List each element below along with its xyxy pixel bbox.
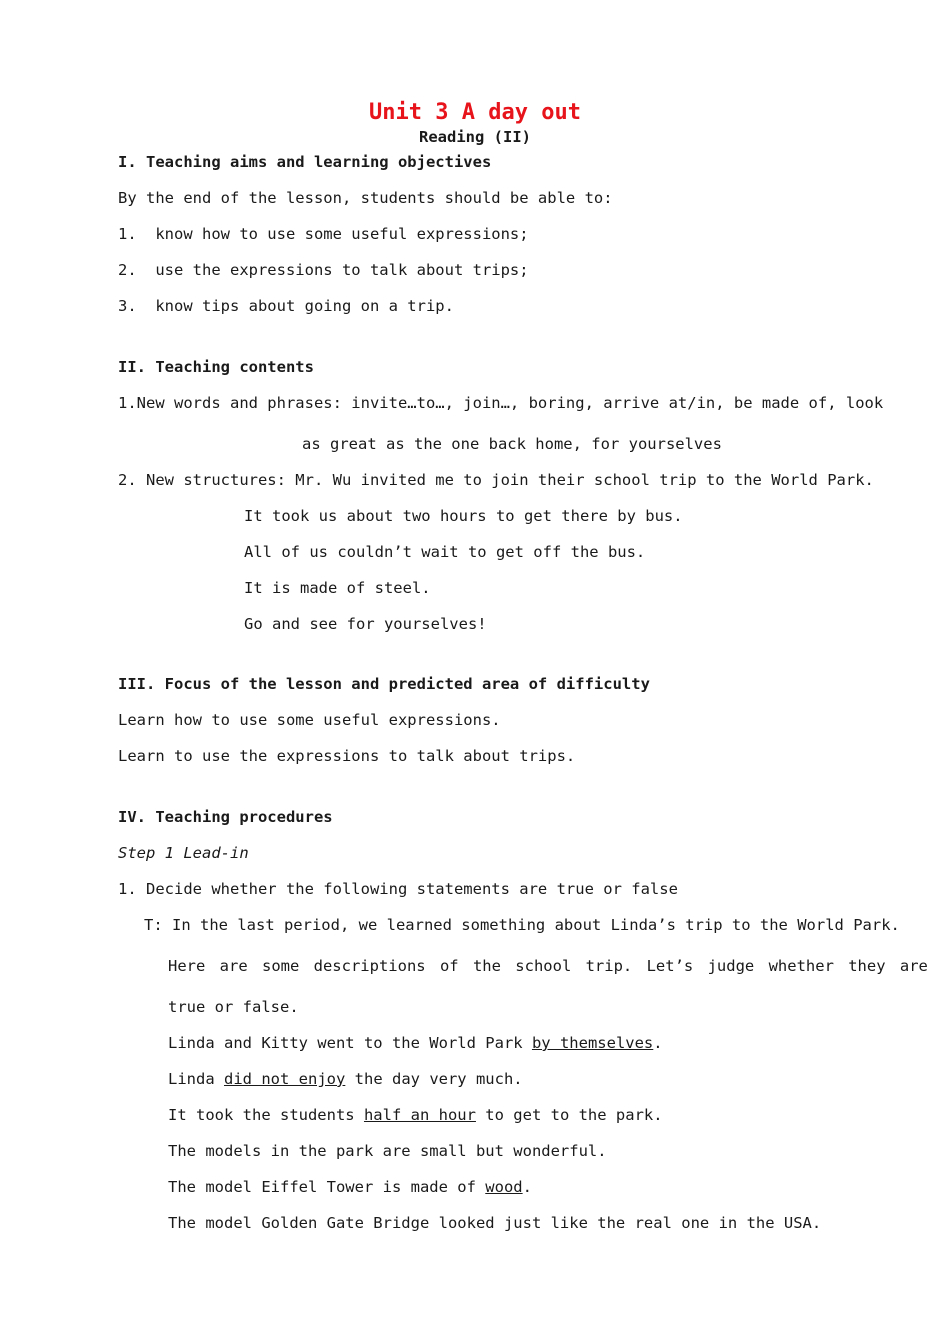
statement-2-after: the day very much.	[345, 1070, 523, 1088]
structure-line-4: Go and see for yourselves!	[244, 615, 487, 633]
statement-3-after: to get to the park.	[475, 1106, 663, 1124]
document-title: Unit 3 A day out	[369, 100, 581, 125]
statement-1	[168, 1033, 663, 1053]
statement-5-underlined: wood	[485, 1178, 523, 1196]
objective-item-2: 2. use the expressions to talk about trips;	[118, 261, 529, 279]
statement-5-before: The model Eiffel Tower is made of	[168, 1178, 486, 1196]
statement-1-after: .	[653, 1034, 663, 1052]
statement-5	[168, 1177, 532, 1197]
document-subtitle: Reading (II)	[419, 128, 531, 146]
section-1-intro: By the end of the lesson, students should be able to:	[118, 189, 613, 207]
statement-4-before: The models in the park are small but wonderful.	[168, 1142, 607, 1160]
objective-item-3: 3. know tips about going on a trip.	[118, 297, 454, 315]
statement-2-underlined: did not enjoy	[224, 1070, 346, 1088]
new-words-line-2: as great as the one back home, for yourselves	[302, 435, 722, 453]
section-4-heading: IV. Teaching procedures	[118, 808, 333, 826]
new-words-line-1: 1.New words and phrases: invite…to…, join…, boring, arrive at/in, be made of, look	[118, 394, 884, 412]
section-1-heading: I. Teaching aims and learning objectives	[118, 153, 492, 171]
statement-4	[168, 1141, 607, 1161]
statement-3-underlined: half an hour	[363, 1106, 476, 1124]
section-2-heading: II. Teaching contents	[118, 358, 314, 376]
statement-3	[168, 1105, 663, 1125]
statement-2	[168, 1069, 523, 1089]
focus-line-1: Learn how to use some useful expressions.	[118, 711, 501, 729]
teacher-line-3: true or false.	[168, 998, 299, 1016]
statement-6-before: The model Golden Gate Bridge looked just like the real one in the USA.	[168, 1214, 822, 1232]
structure-line-2: All of us couldn’t wait to get off the bus.	[244, 543, 646, 561]
step-1-title: Step 1 Lead-in	[118, 844, 249, 862]
structure-line-3: It is made of steel.	[244, 579, 431, 597]
statement-5-after: .	[522, 1178, 532, 1196]
focus-line-2: Learn to use the expressions to talk about trips.	[118, 747, 576, 765]
statement-6	[168, 1213, 821, 1233]
statement-2-before: Linda	[168, 1070, 224, 1088]
new-structures-intro: 2. New structures: Mr. Wu invited me to join their school trip to the World Park.	[118, 471, 874, 489]
statement-1-underlined: by themselves	[531, 1034, 654, 1052]
objective-item-1: 1. know how to use some useful expressions;	[118, 225, 529, 243]
teacher-line-2: Here are some descriptions of the school trip. Let’s judge whether they are	[168, 957, 928, 975]
structure-line-1: It took us about two hours to get there by bus.	[244, 507, 683, 525]
statement-3-before: It took the students	[168, 1106, 364, 1124]
section-3-heading: III. Focus of the lesson and predicted area of difficulty	[118, 675, 650, 693]
statement-1-before: Linda and Kitty went to the World Park	[168, 1034, 532, 1052]
teacher-line-1: T: In the last period, we learned something about Linda’s trip to the World Park.	[144, 916, 900, 934]
task-1-instruction: 1. Decide whether the following statements are true or false	[118, 880, 678, 898]
